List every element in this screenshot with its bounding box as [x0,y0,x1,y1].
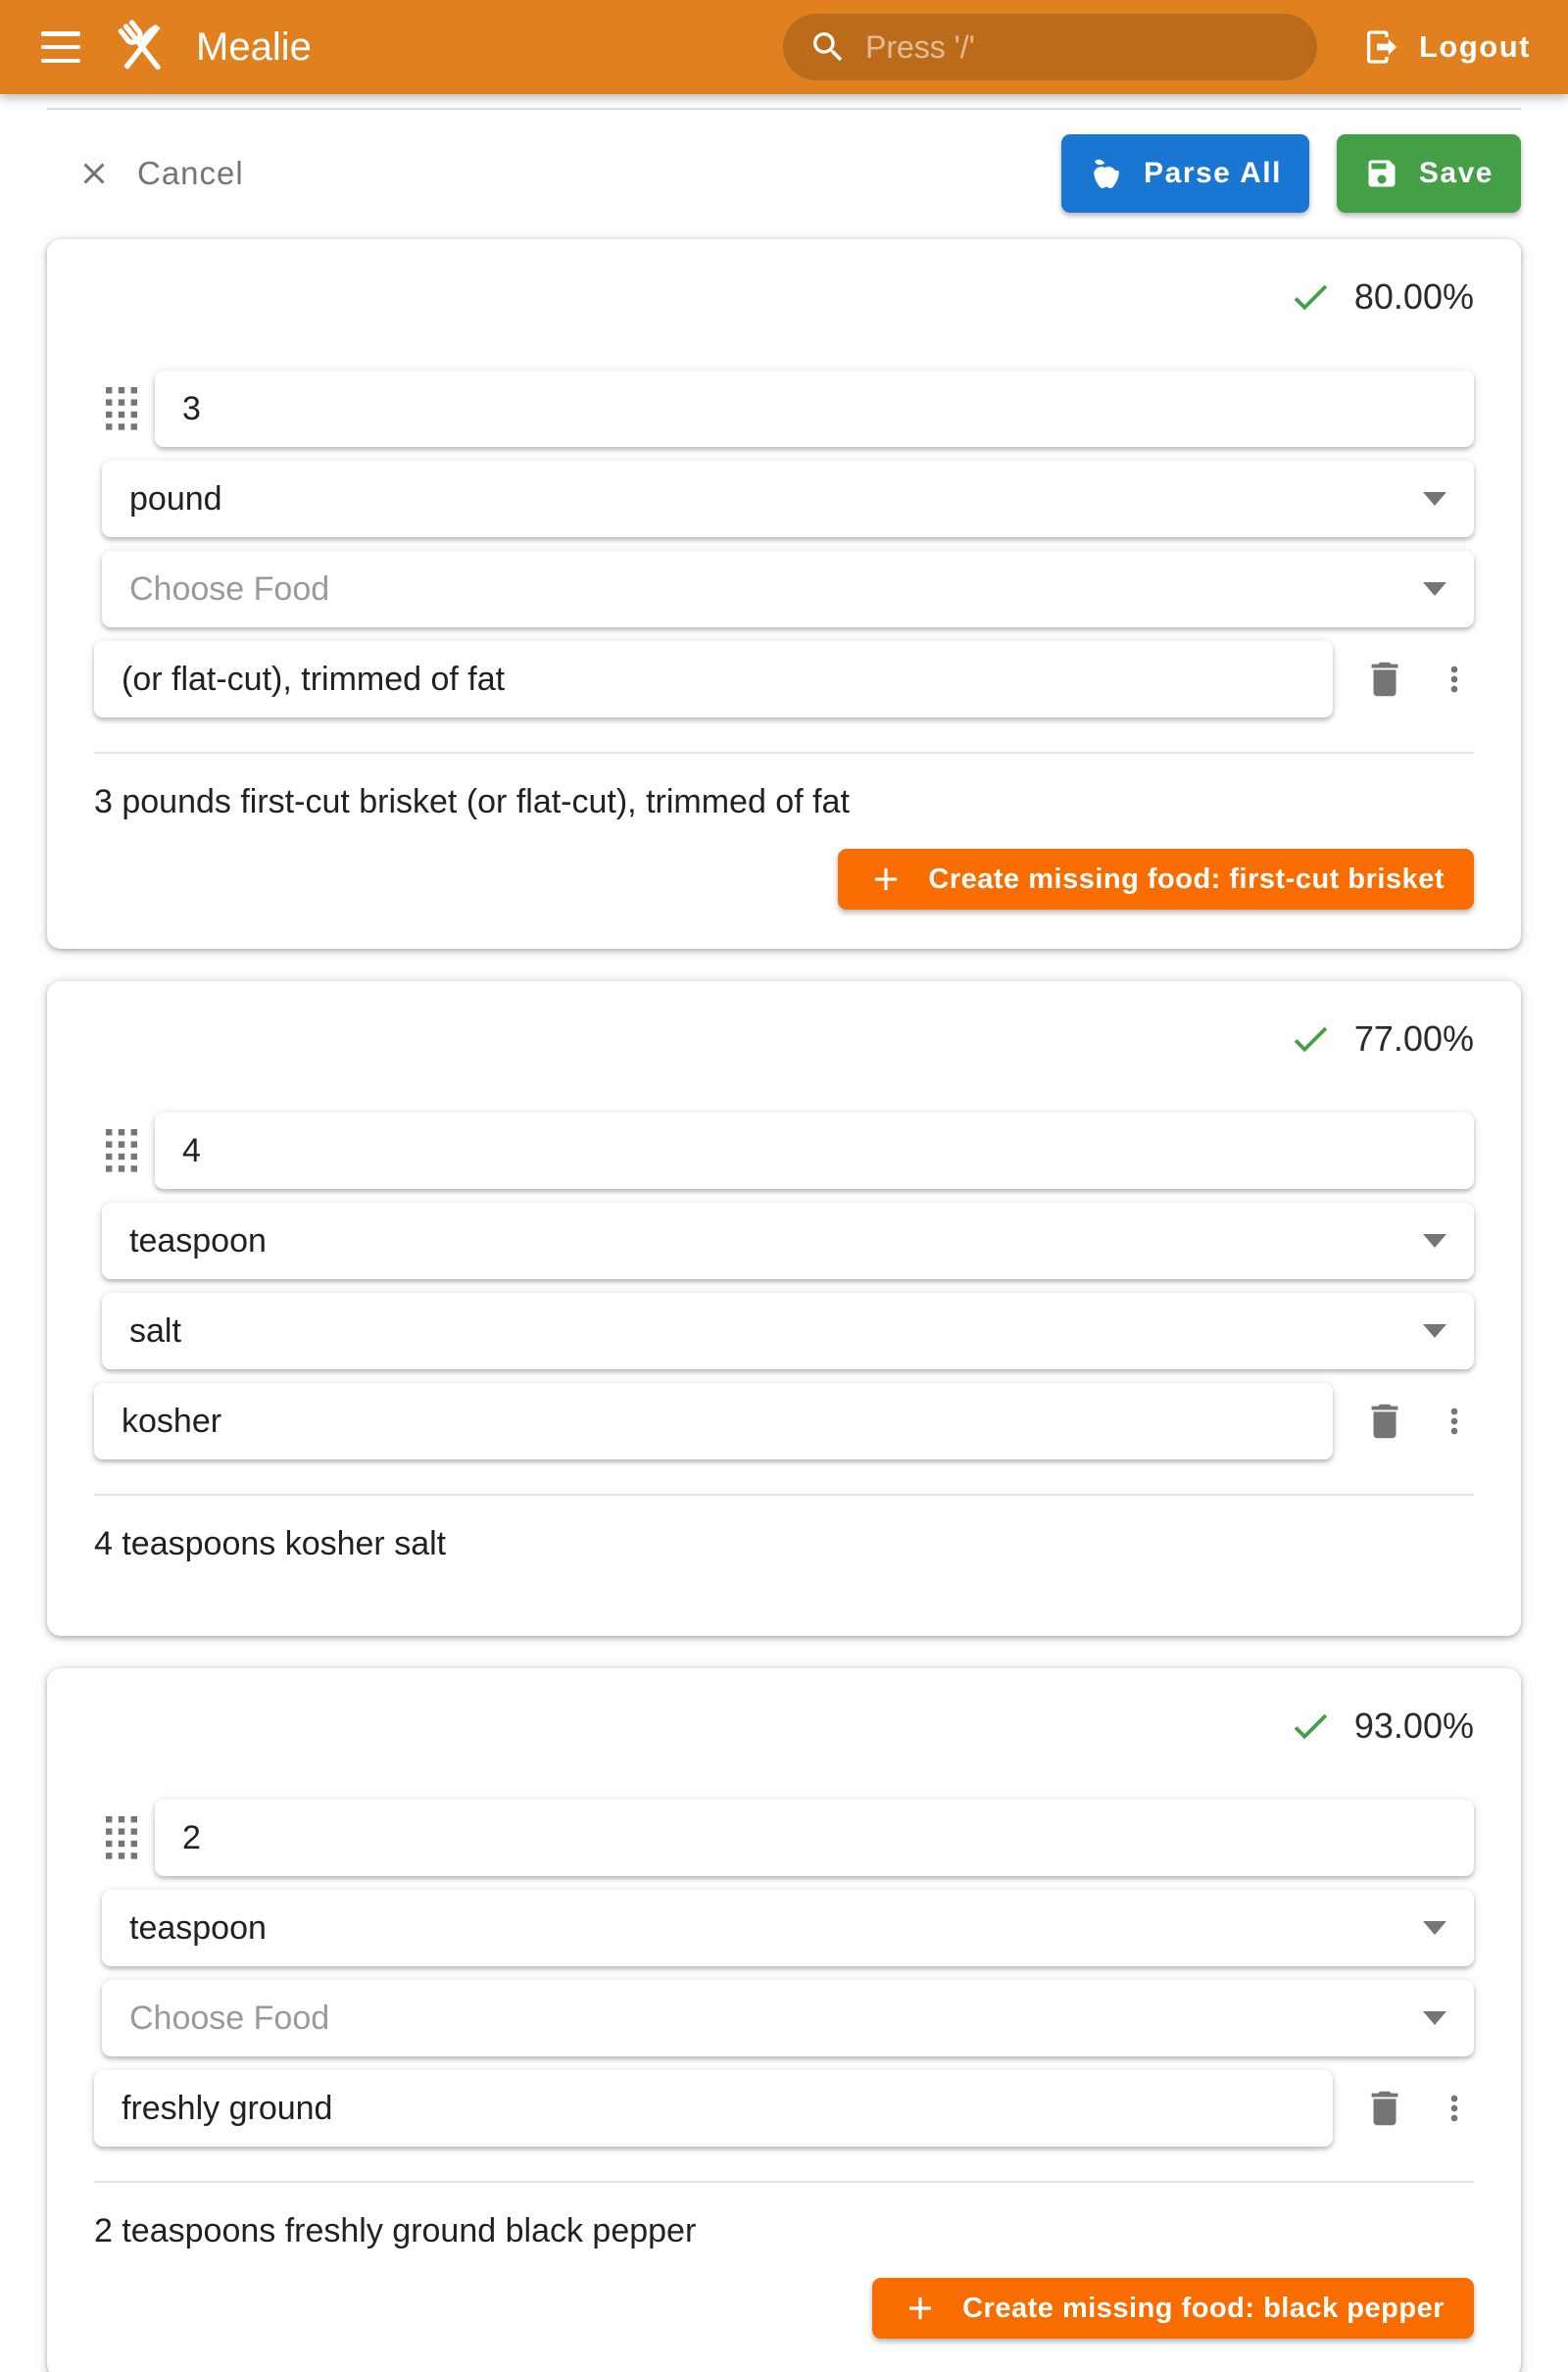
parse-all-label: Parse All [1144,157,1282,189]
parser-toolbar [47,133,1521,214]
trash-icon [1362,657,1407,702]
caret-down-icon [1423,2011,1446,2025]
unit-value: teaspoon [129,1908,267,1947]
plus-icon [902,2290,939,2327]
parse-all-button[interactable] [1061,134,1309,213]
quantity-value: 4 [182,1131,201,1169]
food-placeholder: Choose Food [129,1999,330,2037]
create-missing-food-label: Create missing food: black pepper [962,2292,1445,2324]
header-divider [47,108,1521,110]
unit-value: pound [129,479,222,518]
note-input[interactable] [94,1383,1333,1459]
food-value: salt [129,1311,181,1350]
ingredient-card [47,239,1521,949]
delete-button[interactable] [1362,657,1407,702]
food-select[interactable] [102,551,1474,627]
menu-icon[interactable] [41,31,80,63]
cancel-label: Cancel [137,155,244,191]
kebab-menu-icon [1435,2086,1474,2131]
unit-select[interactable] [102,461,1474,537]
cancel-button[interactable] [76,155,244,192]
check-icon [1288,274,1333,320]
save-button[interactable] [1337,134,1521,213]
create-missing-food-button[interactable] [838,849,1474,910]
quantity-input[interactable] [155,371,1474,447]
more-options-button[interactable] [1435,1399,1474,1444]
plus-icon [867,861,905,898]
ingredient-card [47,1668,1521,2372]
logout-button[interactable] [1362,27,1531,67]
trash-icon [1362,2086,1407,2131]
confidence-row [94,1704,1474,1749]
note-value: (or flat-cut), trimmed of fat [122,660,506,698]
trash-icon [1362,1399,1407,1444]
food-placeholder: Choose Food [129,569,330,608]
confidence-value: 80.00% [1353,276,1474,317]
unit-value: teaspoon [129,1221,267,1260]
card-divider [94,752,1474,754]
confidence-row [94,274,1474,320]
ingredient-card [47,981,1521,1636]
food-select[interactable] [102,1980,1474,2056]
original-ingredient-text: 3 pounds first-cut brisket (or flat-cut), trimmed of fat [94,783,850,820]
quantity-value: 2 [182,1818,201,1856]
create-missing-food-button[interactable] [872,2278,1474,2339]
search-icon [808,27,848,67]
drag-handle-icon[interactable] [106,387,137,430]
app-bar [0,0,1568,94]
save-label: Save [1418,157,1494,189]
quantity-value: 3 [182,389,201,427]
food-select[interactable] [102,1293,1474,1369]
apple-icon [1089,156,1124,191]
check-icon [1288,1704,1333,1749]
kebab-menu-icon [1435,1399,1474,1444]
drag-handle-icon[interactable] [106,1129,137,1172]
search-input[interactable] [783,14,1317,80]
caret-down-icon [1423,492,1446,506]
floppy-disk-icon [1364,156,1399,191]
confidence-row [94,1016,1474,1062]
original-ingredient-text: 4 teaspoons kosher salt [94,1525,447,1562]
kebab-menu-icon [1435,657,1474,702]
note-input[interactable] [94,641,1333,717]
app-title: Mealie [196,25,312,69]
mealie-logo-icon [110,15,174,79]
caret-down-icon [1423,1234,1446,1248]
logout-label: Logout [1418,29,1531,64]
quantity-input[interactable] [155,1800,1474,1876]
card-divider [94,1494,1474,1496]
close-icon [76,156,112,191]
caret-down-icon [1423,582,1446,596]
card-divider [94,2181,1474,2183]
note-input[interactable] [94,2070,1333,2147]
delete-button[interactable] [1362,1399,1407,1444]
caret-down-icon [1423,1921,1446,1935]
quantity-input[interactable] [155,1112,1474,1189]
create-missing-food-label: Create missing food: first-cut brisket [928,863,1445,895]
unit-select[interactable] [102,1890,1474,1966]
logout-icon [1362,27,1401,67]
note-value: kosher [122,1402,222,1440]
more-options-button[interactable] [1435,657,1474,702]
check-icon [1288,1016,1333,1062]
delete-button[interactable] [1362,2086,1407,2131]
confidence-value: 93.00% [1353,1705,1474,1746]
search-placeholder: Press '/' [864,28,975,65]
note-value: freshly ground [122,2089,333,2127]
more-options-button[interactable] [1435,2086,1474,2131]
original-ingredient-text: 2 teaspoons freshly ground black pepper [94,2212,697,2249]
unit-select[interactable] [102,1203,1474,1279]
confidence-value: 77.00% [1353,1018,1474,1059]
caret-down-icon [1423,1324,1446,1338]
drag-handle-icon[interactable] [106,1816,137,1859]
